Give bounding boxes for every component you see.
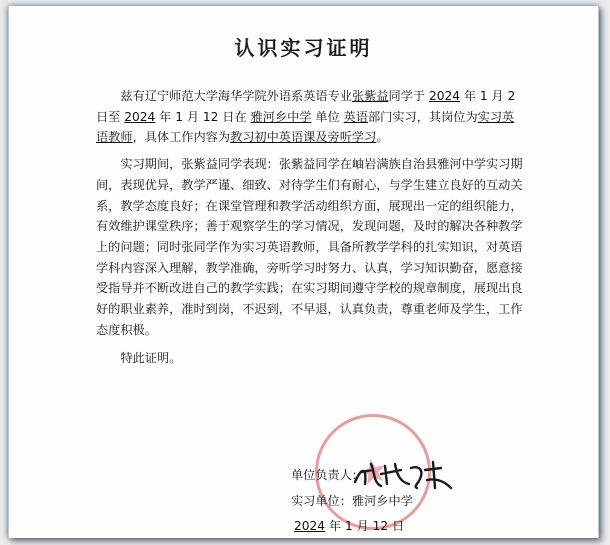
unit-name: 雅河乡中学	[351, 494, 413, 508]
signer-label: 单位负责人：	[291, 468, 365, 482]
unit-line	[291, 492, 413, 509]
intro-text-7: ，具体工作内容为	[132, 130, 231, 145]
school-name: 雅河乡中学	[250, 109, 312, 124]
date-line	[288, 517, 404, 534]
start-year: 2024	[428, 89, 460, 103]
page-edge-left	[8, 6, 9, 538]
seal-star-icon: ★	[353, 449, 393, 495]
end-year: 2024	[124, 109, 156, 124]
date-rest: 年 1 月 12 日	[328, 519, 405, 533]
document-title: 认识实习证明	[234, 36, 373, 60]
intro-text-4: 年 1 月 12 日在	[159, 109, 247, 124]
intro-text-1: 兹有辽宁师范大学海华学院外语系英语专业	[120, 89, 352, 103]
performance-paragraph: 实习期间，张紫益同学表现：张紫益同学在岫岩满族自治县雅河中学实习期间，表现优异，教学严谨、细致、对待学生们有耐心，与学生建立良好的互动关系，教学态度良好；在课堂管理和教学活动组织方面，展现出一定的组织能力，有效维护课堂秩序；善于观察学生的学习情况，发现问题，及时的解决各种教学上的问题；同时张同学作为实习英语教师，具备所教学学科的扎实知识，对英语学科内容深入理解，教学准确，旁听学习时努力、认真，学习知识勤奋，愿意接受指导并不断改进自己的教学实践；在实习期间遵守学校的规章制度，展现出良好的职业素养，准时到岗，不迟到，不早退，认真负责，尊重老师及学生，工作态度积极。	[96, 157, 523, 337]
date-year: 2024	[294, 519, 326, 533]
unit-label: 实习单位：	[291, 494, 352, 508]
intro-text-8: 。	[376, 130, 389, 145]
work-content: 教习初中英语课及旁听学习	[230, 130, 377, 145]
certificate-body	[96, 86, 526, 369]
student-name: 张紫益	[351, 89, 389, 103]
page-edge-right	[598, 6, 599, 538]
intro-text-2: 同学于	[388, 89, 426, 103]
closing-paragraph: 特此证明。	[120, 351, 182, 366]
intro-text-6: 部门实习，其岗位为	[367, 109, 478, 124]
position-name: 实习英语教师	[96, 109, 515, 145]
intro-text-5: 单位	[315, 109, 340, 124]
intro-text-3: 年 1 月 2 日至	[96, 89, 516, 124]
certificate-page	[8, 6, 599, 538]
handwritten-signature	[351, 458, 456, 492]
department-name: 英语	[343, 109, 368, 124]
intro-paragraph	[96, 86, 526, 148]
